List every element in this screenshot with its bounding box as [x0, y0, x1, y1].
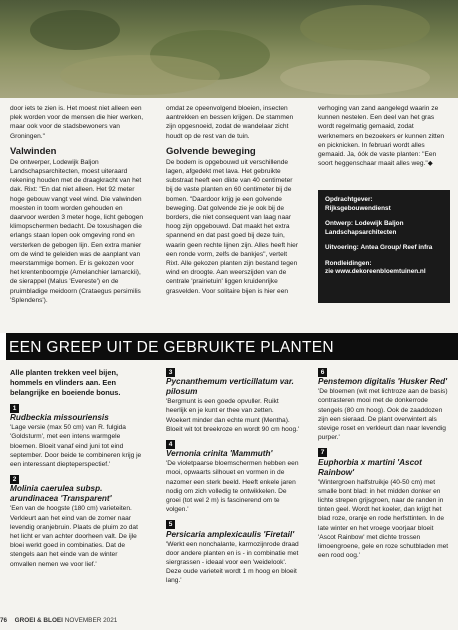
plant-item	[166, 434, 300, 514]
plant-item	[318, 368, 450, 442]
garden-photo	[0, 0, 458, 98]
plant-number: 7	[318, 448, 327, 457]
heading-golvende-beweging: Golvende beweging	[166, 145, 256, 157]
plant-name: Molinia caerulea subsp. arundinacea 'Transparent'	[10, 484, 112, 504]
plant-name: Vernonia crinita 'Mammuth'	[166, 449, 273, 459]
plants-column-2	[166, 368, 300, 586]
plant-item	[166, 368, 300, 434]
plant-number: 2	[10, 475, 19, 484]
col1-intro-text: door iets te zien is. Het moest niet alleen een plek worden voor de mensen die hier werken, maar ook voor de stadsbewoners van Groningen."	[10, 105, 144, 140]
plant-number: 4	[166, 440, 175, 449]
label-ontwerp: Ontwerp:	[325, 220, 354, 227]
value-uitvoering: Antea Group/ Reef infra	[360, 244, 433, 251]
plant-description: 'De violetpaarse bloemschermen hebben een mooi, opwaarts silhouet en vormen in de nazomer een sterk beeld. Heeft enkele jaren nodig om zich volledig te ontwikkelen. De groei (tot wel 2 m) is fascinerend om te volgen.'	[166, 460, 299, 514]
value-rondleidingen: zie www.dekoreenbloemtuinen.nl	[325, 268, 426, 275]
plant-description: 'Een van de hoogste (180 cm) varieteiten. Verkleurt aan het eind van de zomer naar levendig oranjebruin. Plaats de pluim zo dat het licht er van achter doorheen valt. De ijle bloei werkt goed in combinaties. Dat de stengels aan het einde van de winter omvallen nemen we voor lief.'	[10, 505, 138, 568]
plants-column-1	[10, 368, 144, 569]
plant-item	[10, 469, 144, 569]
plant-item	[318, 442, 450, 560]
plant-name: Penstemon digitalis 'Husker Red'	[318, 377, 448, 387]
section-band	[0, 333, 458, 360]
value-opdrachtgever: Rijksgebouwendienst	[325, 204, 391, 212]
article-column-2	[166, 104, 300, 296]
plant-item	[166, 514, 300, 585]
plant-item	[10, 398, 144, 469]
label-opdrachtgever: Opdrachtgever:	[325, 196, 373, 203]
col2-intro-text: omdat ze opeenvolgend bloeien, insecten aantrekken en bessen krijgen. De stammen zijn opgesnoeid, zodat de wandelaar zicht houdt op de rest van de tuin.	[166, 105, 294, 140]
band-accent-bar	[0, 333, 6, 360]
issue-date: NOVEMBER 2021	[64, 617, 118, 624]
plant-number: 3	[166, 368, 175, 377]
golvende-text: De bodem is opgebouwd uit verschillende lagen, afgedekt met lava. Het gebruikte substraat heeft een dikte van 40 centimeter bij de vaste planten en 60 centimeter bij de bomen. "Daardoor krijg je een golvende beweging. Dat golvende zie je ook bij de borders, die niet consequent van laag naar hoog zijn opgebouwd. Dat maakt het extra spannend en dat past goed bij deze tuin, waarin geen rechte lijnen zijn. Alles heeft hier een ronde vorm, zelfs de bankjes", vertelt Rixt. Alle gekozen planten zijn bestand tegen wind en droogte. Aan weerszijden van de centrale 'prairietuin' liggen kruidenrijke grasvelden. Voor solitaire bijen is hier een	[166, 158, 298, 295]
plants-intro: Alle planten trekken veel bijen, hommels en vlinders aan. Een belangrijke en boeiende bonus.	[10, 368, 121, 397]
plant-number: 1	[10, 404, 19, 413]
plant-description: 'De bloemen (wit met lichtroze aan de basis) contrasteren mooi met de donkerrode stengels (80 cm hoog). Ook de zaaddozen zijn een sieraad. De plant overwintert als stevige roset en verkleurt dan naar levendig purper.'	[318, 388, 448, 442]
plant-description: 'Werkt een nonchalante, karmozijnrode draad door andere planten en is - in combinatie met siergrassen - ideaal voor een 'weidelook'. Deze oude varieteit wordt 1 m hoog en bloeit lang.'	[166, 540, 299, 585]
plant-name: Rudbeckia missouriensis	[10, 413, 109, 423]
col3-text: verhoging van zand aangelegd waarin ze kunnen nestelen. Een deel van het gras wordt regelmatig gemaaid, zodat werknemers en bezoekers er kunnen zitten en picknicken. In februari wordt alles gemaaid. Ja, óók de vaste planten: "Een soort heggenschaar maait alles weg."◆	[318, 105, 445, 168]
article-column-3	[318, 104, 450, 168]
plant-name: Euphorbia x martini 'Ascot Rainbow'	[318, 457, 422, 477]
credits-box	[318, 190, 450, 303]
magazine-name: GROEI & BLOEI	[14, 617, 63, 624]
plant-name: Pycnanthemum verticillatum var. pilosum	[166, 377, 294, 397]
plant-number: 5	[166, 520, 175, 529]
plant-description: 'Wintergroen halfstruikje (40-50 cm) met smalle bont blad: in het midden donker en lichte strepen grijsgroen, naar de randen in tinten geel. Wordt het koeler, dan krijgt het blad roze, oranje en rode herfsttinten. In de late winter en het vroege voorjaar bloeit 'Ascot Rainbow' met dichte trossen limoengroene, gele en roze schutbladen met een rood oog.'	[318, 478, 449, 560]
plant-description: 'Lage versie (max 50 cm) van R. fulgida 'Goldsturm', met een intens warmgele bloemen. Bloeit vanaf eind juni tot eind september. Door beide te combineren krijg je een interessant diepteperspectief.'	[10, 424, 142, 469]
heading-valwinden: Valwinden	[10, 145, 57, 157]
label-uitvoering: Uitvoering:	[325, 244, 359, 251]
page-footer	[0, 617, 117, 624]
plants-column-3	[318, 368, 450, 560]
plant-description: 'Bergmunt is een goede opvuller. Ruikt heerlijk en je kunt er thee van zetten. Woekert minder dan echte munt (Mentha). Bloeit wit tot breekroze en wordt 90 cm hoog.'	[166, 398, 300, 433]
article-column-1	[10, 104, 144, 305]
value-ontwerp: Lodewijk Baljon Landschapsarchitecten	[325, 220, 404, 236]
plant-name: Persicaria amplexicaulis 'Firetail'	[166, 529, 295, 539]
valwinden-text: De ontwerper, Lodewijk Baljon Landschapsarchitecten, moest uiteraard rekening houden met de draagkracht van het dak. Rixt: "En dat niet alleen. Het 92 meter hoge gebouw vangt veel wind. Die valwinden moesten in toom worden gehouden en daarvoor werden 3 meter hoge, licht gebogen klimopschermen bedacht. De toxushagen die erlangs staan lopen ook omgeving rond en versterken de gebogen lijn. Een extra manier om de wind te geleiden was de aanplant van meerstammige bomen. Er is gekozen voor het krentenboompje (Amelanchier lamarckii), de sierappel (Malus 'Evereste') en de pruimbladige meidoorn (Crataegus persimilis 'Splendens').	[10, 158, 144, 304]
section-title: EEN GREEP UIT DE GEBRUIKTE PLANTEN	[9, 339, 334, 356]
label-rondleidingen: Rondleidingen:	[325, 259, 372, 267]
plant-number: 6	[318, 368, 327, 377]
page-number: 76	[0, 617, 8, 624]
